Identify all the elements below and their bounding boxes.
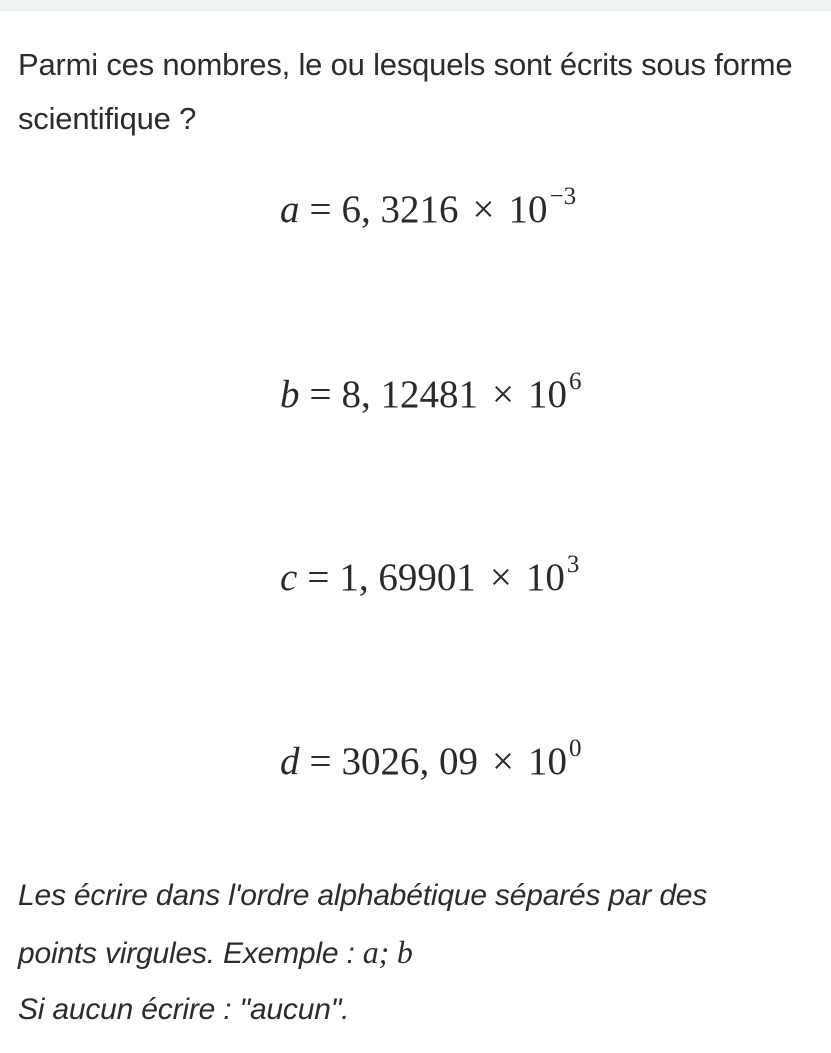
question-text: Parmi ces nombres, le ou lesquels sont écrits sous forme scientifique ? [18,47,793,136]
mantissa: 6, 3216 [341,188,459,231]
equation-b [280,368,582,416]
variable-name: c [280,556,298,599]
instructions [18,868,818,1038]
times-sign: × [489,556,512,599]
example-answer: a; b [362,934,413,970]
top-border [0,0,831,11]
base: 10 [508,188,548,231]
mantissa: 1, 69901 [339,556,476,599]
times-sign: × [492,373,514,416]
mantissa: 3026, 09 [341,740,478,783]
times-sign: × [492,740,514,783]
equation-a [280,183,577,231]
mantissa: 8, 12481 [341,373,478,416]
instruction-line-1: Les écrire dans l'ordre alphabétique séparés par des [18,879,708,912]
variable-name: b [280,373,300,416]
equals-sign: = [309,373,332,416]
equals-sign: = [309,740,332,783]
variable-name: a [280,188,300,231]
exponent: −3 [549,183,577,210]
base: 10 [528,740,567,783]
times-sign: × [472,188,495,231]
instruction-line-3: Si aucun écrire : "aucun". [18,993,350,1026]
equals-sign: = [307,556,330,599]
exponent: 6 [569,368,582,395]
equals-sign: = [309,188,332,231]
base: 10 [528,373,567,416]
base: 10 [525,556,565,599]
equation-c [280,551,580,599]
variable-name: d [280,740,300,783]
instruction-line-2-text: points virgules. Exemple : [18,937,363,970]
exponent: 0 [569,735,582,762]
instruction-line-2 [18,924,818,982]
exponent: 3 [566,551,580,578]
equation-d [280,735,582,783]
